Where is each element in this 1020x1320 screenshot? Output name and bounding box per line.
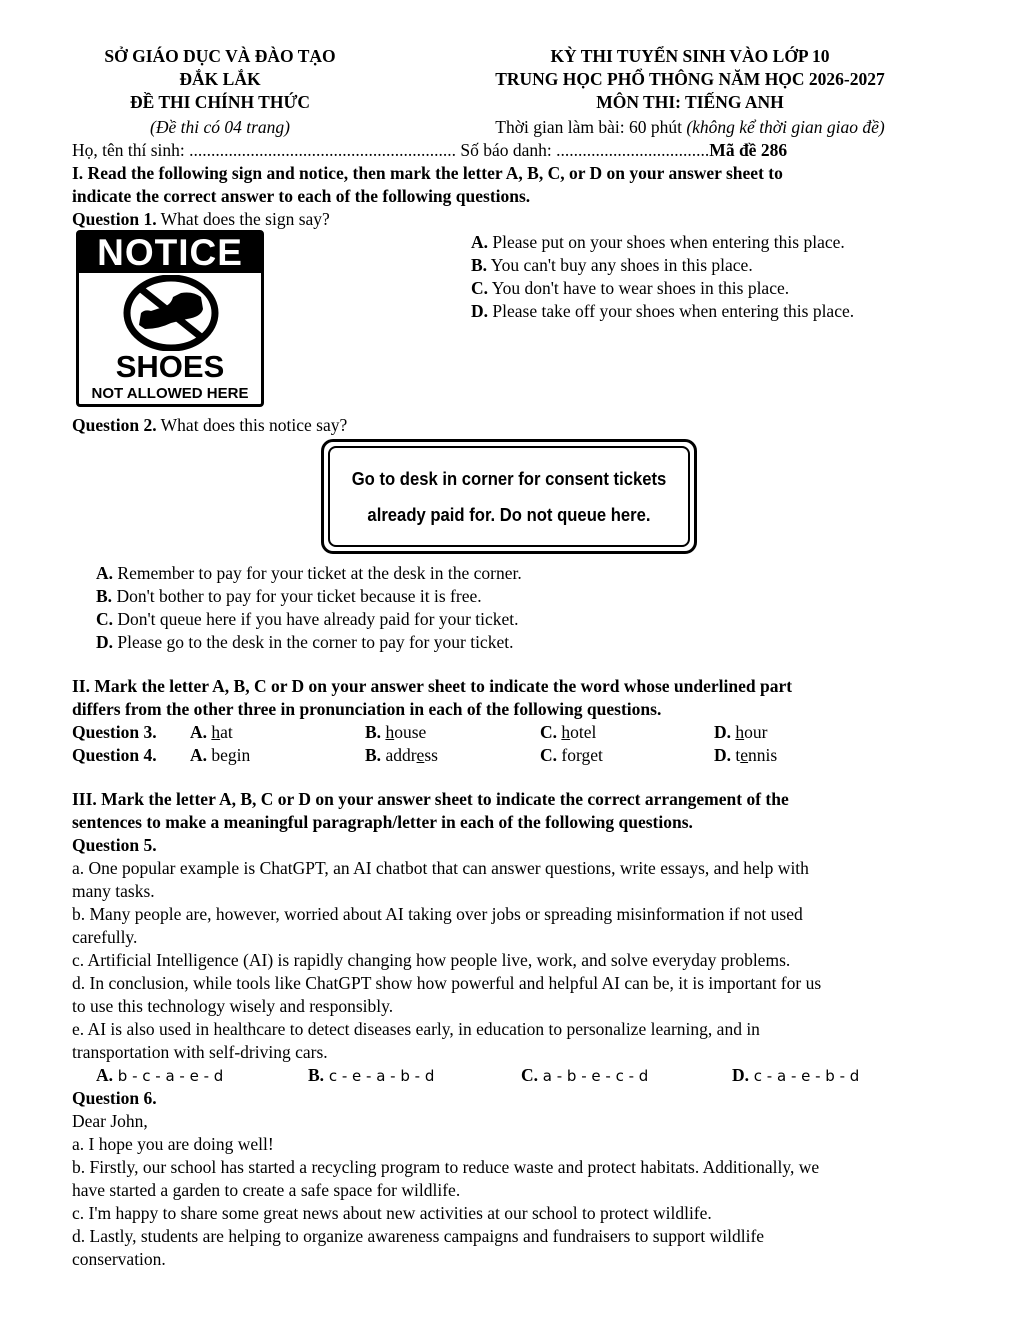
q5-option-d-letter: D. (732, 1065, 750, 1085)
exam-code: Mã đề 286 (709, 140, 788, 160)
q2-option-b-text: Don't bother to pay for your ticket because it is free. (112, 586, 482, 606)
q3-option-a-underlined: h (211, 722, 221, 742)
q4-option-c-post: et (590, 745, 603, 765)
q4-option-b-underlined: e (416, 745, 425, 765)
q3-option-b-post: ouse (394, 722, 427, 742)
section2-title-line2: differs from the other three in pronunciation in each of the following questions. (72, 699, 662, 719)
official-exam-label: ĐỀ THI CHÍNH THỨC (129, 92, 311, 112)
q5-sentence-a-line1: a. One popular example is ChatGPT, an AI chatbot that can answer questions, write essays, and help with (72, 858, 809, 878)
q4-option-c-letter: C. (540, 745, 558, 765)
q3-option-d[interactable] (714, 721, 767, 744)
question-6-label: Question 6. (72, 1088, 157, 1108)
q1-option-b-letter: B. (471, 255, 488, 275)
q2-option-c-text: Don't queue here if you have already paid for your ticket. (113, 609, 519, 629)
question-4-label: Question 4. (72, 745, 157, 765)
notice-line-2: already paid for. Do not queue here. (367, 504, 651, 525)
q4-option-a[interactable] (190, 744, 250, 767)
q5-sentence-b-line1: b. Many people are, however, worried about AI taking over jobs or spreading misinformation if not used (72, 904, 803, 924)
q4-option-b-pre: addr (381, 745, 417, 765)
q3-option-c[interactable] (540, 721, 596, 744)
question-2-options (96, 562, 522, 654)
q3-option-d-letter: D. (714, 722, 732, 742)
q1-option-b[interactable] (471, 254, 854, 277)
q4-option-c[interactable] (540, 744, 603, 767)
q2-option-d-letter: D. (96, 632, 114, 652)
q3-option-c-post: otel (570, 722, 597, 742)
q5-option-d-text: c - a - e - b - d (749, 1067, 860, 1085)
subject-label: MÔN THI: TIẾNG ANH (596, 92, 784, 112)
section1-title-line1: I. Read the following sign and notice, then mark the letter A, B, C, or D on your answer sheet to (72, 163, 783, 183)
q6-sentence-b-line2: have started a garden to create a safe space for wildlife. (72, 1180, 461, 1200)
q4-option-d-pre: t (731, 745, 741, 765)
q5-option-a-text: b - c - a - e - d (113, 1067, 224, 1085)
no-shoes-sign (76, 230, 264, 407)
section3-title-line2: sentences to make a meaningful paragraph/letter in each of the following questions. (72, 812, 693, 832)
consent-ticket-notice (321, 439, 697, 554)
candidate-line (72, 139, 787, 162)
q4-option-a-underlined: g (227, 745, 237, 765)
q6-sentence-d-line1: d. Lastly, students are helping to organize awareness campaigns and fundraisers to support wildlife (72, 1226, 765, 1246)
q3-option-b[interactable] (365, 721, 426, 744)
q1-option-d[interactable] (471, 300, 854, 323)
q4-option-d-underlined: e (740, 745, 749, 765)
q3-option-a[interactable] (190, 721, 233, 744)
question-5-label: Question 5. (72, 835, 157, 855)
q1-option-a-letter: A. (471, 232, 489, 252)
province-name: ĐẮK LẮK (179, 69, 261, 89)
no-shoes-icon (123, 275, 219, 351)
q6-sentence-d-line2: conservation. (72, 1249, 166, 1269)
time-allowed-text: Thời gian làm bài: 60 phút (495, 117, 687, 137)
question-1-label: Question 1. (72, 209, 157, 229)
q2-option-c-letter: C. (96, 609, 114, 629)
q1-option-d-text: Please take off your shoes when entering this place. (488, 301, 855, 321)
q6-sentence-c: c. I'm happy to share some great news about new activities at our school to protect wildlife. (72, 1203, 712, 1223)
sign-shoes-word: SHOES (115, 349, 225, 384)
question-1-options (471, 231, 854, 323)
q3-option-d-post: our (744, 722, 768, 742)
sign-not-allowed: NOT ALLOWED HERE (91, 385, 249, 402)
q4-option-b-letter: B. (365, 745, 382, 765)
section3-title-line1: III. Mark the letter A, B, C or D on your answer sheet to indicate the correct arrangement of the (72, 789, 789, 809)
q1-option-a-text: Please put on your shoes when entering this place. (488, 232, 845, 252)
candidate-id-field: Số báo danh: ................................... (460, 140, 710, 160)
question-3-label: Question 3. (72, 722, 157, 742)
q1-option-b-text: You can't buy any shoes in this place. (487, 255, 753, 275)
section1-title-line2: indicate the correct answer to each of the following questions. (72, 186, 531, 206)
q5-option-b-letter: B. (308, 1065, 325, 1085)
q4-option-a-post: in (236, 745, 251, 765)
q4-option-d-post: nnis (748, 745, 778, 765)
q1-option-c-letter: C. (471, 278, 489, 298)
question-2 (72, 414, 347, 437)
q4-option-b-post: ss (424, 745, 438, 765)
candidate-name-field: Họ, tên thí sinh: ............................................................. (72, 140, 457, 160)
exam-title: KỲ THI TUYỂN SINH VÀO LỚP 10 (550, 46, 830, 66)
section2-title-line1: II. Mark the letter A, B, C or D on your answer sheet to indicate the word whose underlined part (72, 676, 793, 696)
q5-sentence-e-line1: e. AI is also used in healthcare to detect diseases early, in education to personalize learning, and in (72, 1019, 760, 1039)
q3-option-c-letter: C. (540, 722, 558, 742)
q3-option-a-letter: A. (190, 722, 208, 742)
page-count-note: (Đề thi có 04 trang) (150, 117, 290, 137)
q3-option-a-post: at (220, 722, 233, 742)
q4-option-d-letter: D. (714, 745, 732, 765)
question-1-text: What does the sign say? (156, 209, 330, 229)
q2-option-a[interactable] (96, 562, 522, 585)
q4-option-c-pre: for (557, 745, 582, 765)
q4-option-c-underlined: g (581, 745, 591, 765)
q3-option-d-underlined: h (735, 722, 745, 742)
q5-sentence-d-line1: d. In conclusion, while tools like ChatGPT show how powerful and helpful AI can be, it is important for us (72, 973, 822, 993)
q4-option-b[interactable] (365, 744, 438, 767)
school-year: TRUNG HỌC PHỔ THÔNG NĂM HỌC 2026-2027 (495, 69, 885, 89)
q4-option-a-letter: A. (190, 745, 208, 765)
q5-sentence-a-line2: many tasks. (72, 881, 155, 901)
q6-sentence-b-line1: b. Firstly, our school has started a recycling program to reduce waste and protect habitats. Additionally, we (72, 1157, 820, 1177)
q2-option-b-letter: B. (96, 586, 113, 606)
sign-notice-word: NOTICE (97, 232, 243, 273)
q1-option-d-letter: D. (471, 301, 489, 321)
q5-option-a-letter: A. (96, 1065, 114, 1085)
q2-option-a-letter: A. (96, 563, 114, 583)
q2-option-b[interactable] (96, 585, 522, 608)
q3-option-b-underlined: h (385, 722, 395, 742)
q1-option-c-text: You don't have to wear shoes in this place. (488, 278, 790, 298)
q5-sentence-b-line2: carefully. (72, 927, 138, 947)
q2-option-d[interactable] (96, 631, 522, 654)
q3-option-c-underlined: h (561, 722, 571, 742)
q4-option-a-pre: be (207, 745, 228, 765)
q5-option-b-text: c - e - a - b - d (324, 1067, 435, 1085)
question-1 (72, 208, 330, 231)
time-allowed-note: (không kể thời gian giao đề) (686, 117, 885, 137)
q5-sentence-e-line2: transportation with self-driving cars. (72, 1042, 328, 1062)
q5-option-a[interactable] (96, 1064, 223, 1088)
q1-option-c[interactable] (471, 277, 854, 300)
q5-option-c-text: a - b - e - c - d (538, 1067, 649, 1085)
q5-option-c-letter: C. (521, 1065, 539, 1085)
q6-greeting: Dear John, (72, 1111, 148, 1131)
dept-name: SỞ GIÁO DỤC VÀ ĐÀO TẠO (104, 46, 336, 66)
q2-option-a-text: Remember to pay for your ticket at the desk in the corner. (113, 563, 522, 583)
q5-option-d[interactable] (732, 1064, 859, 1088)
q6-sentence-a: a. I hope you are doing well! (72, 1134, 274, 1154)
q5-sentence-c: c. Artificial Intelligence (AI) is rapidly changing how people live, work, and solve everyday problems. (72, 950, 791, 970)
q5-option-b[interactable] (308, 1064, 434, 1088)
question-2-label: Question 2. (72, 415, 157, 435)
q1-option-a[interactable] (471, 231, 854, 254)
notice-line-1: Go to desk in corner for consent tickets (351, 468, 667, 489)
time-allowed (430, 116, 950, 139)
q4-option-d[interactable] (714, 744, 777, 767)
q2-option-c[interactable] (96, 608, 522, 631)
q5-sentence-d-line2: to use this technology wisely and responsibly. (72, 996, 394, 1016)
q3-option-b-letter: B. (365, 722, 382, 742)
notice-inner-frame (328, 446, 690, 547)
q2-option-d-text: Please go to the desk in the corner to pay for your ticket. (113, 632, 514, 652)
q5-option-c[interactable] (521, 1064, 648, 1088)
question-2-text: What does this notice say? (156, 415, 348, 435)
